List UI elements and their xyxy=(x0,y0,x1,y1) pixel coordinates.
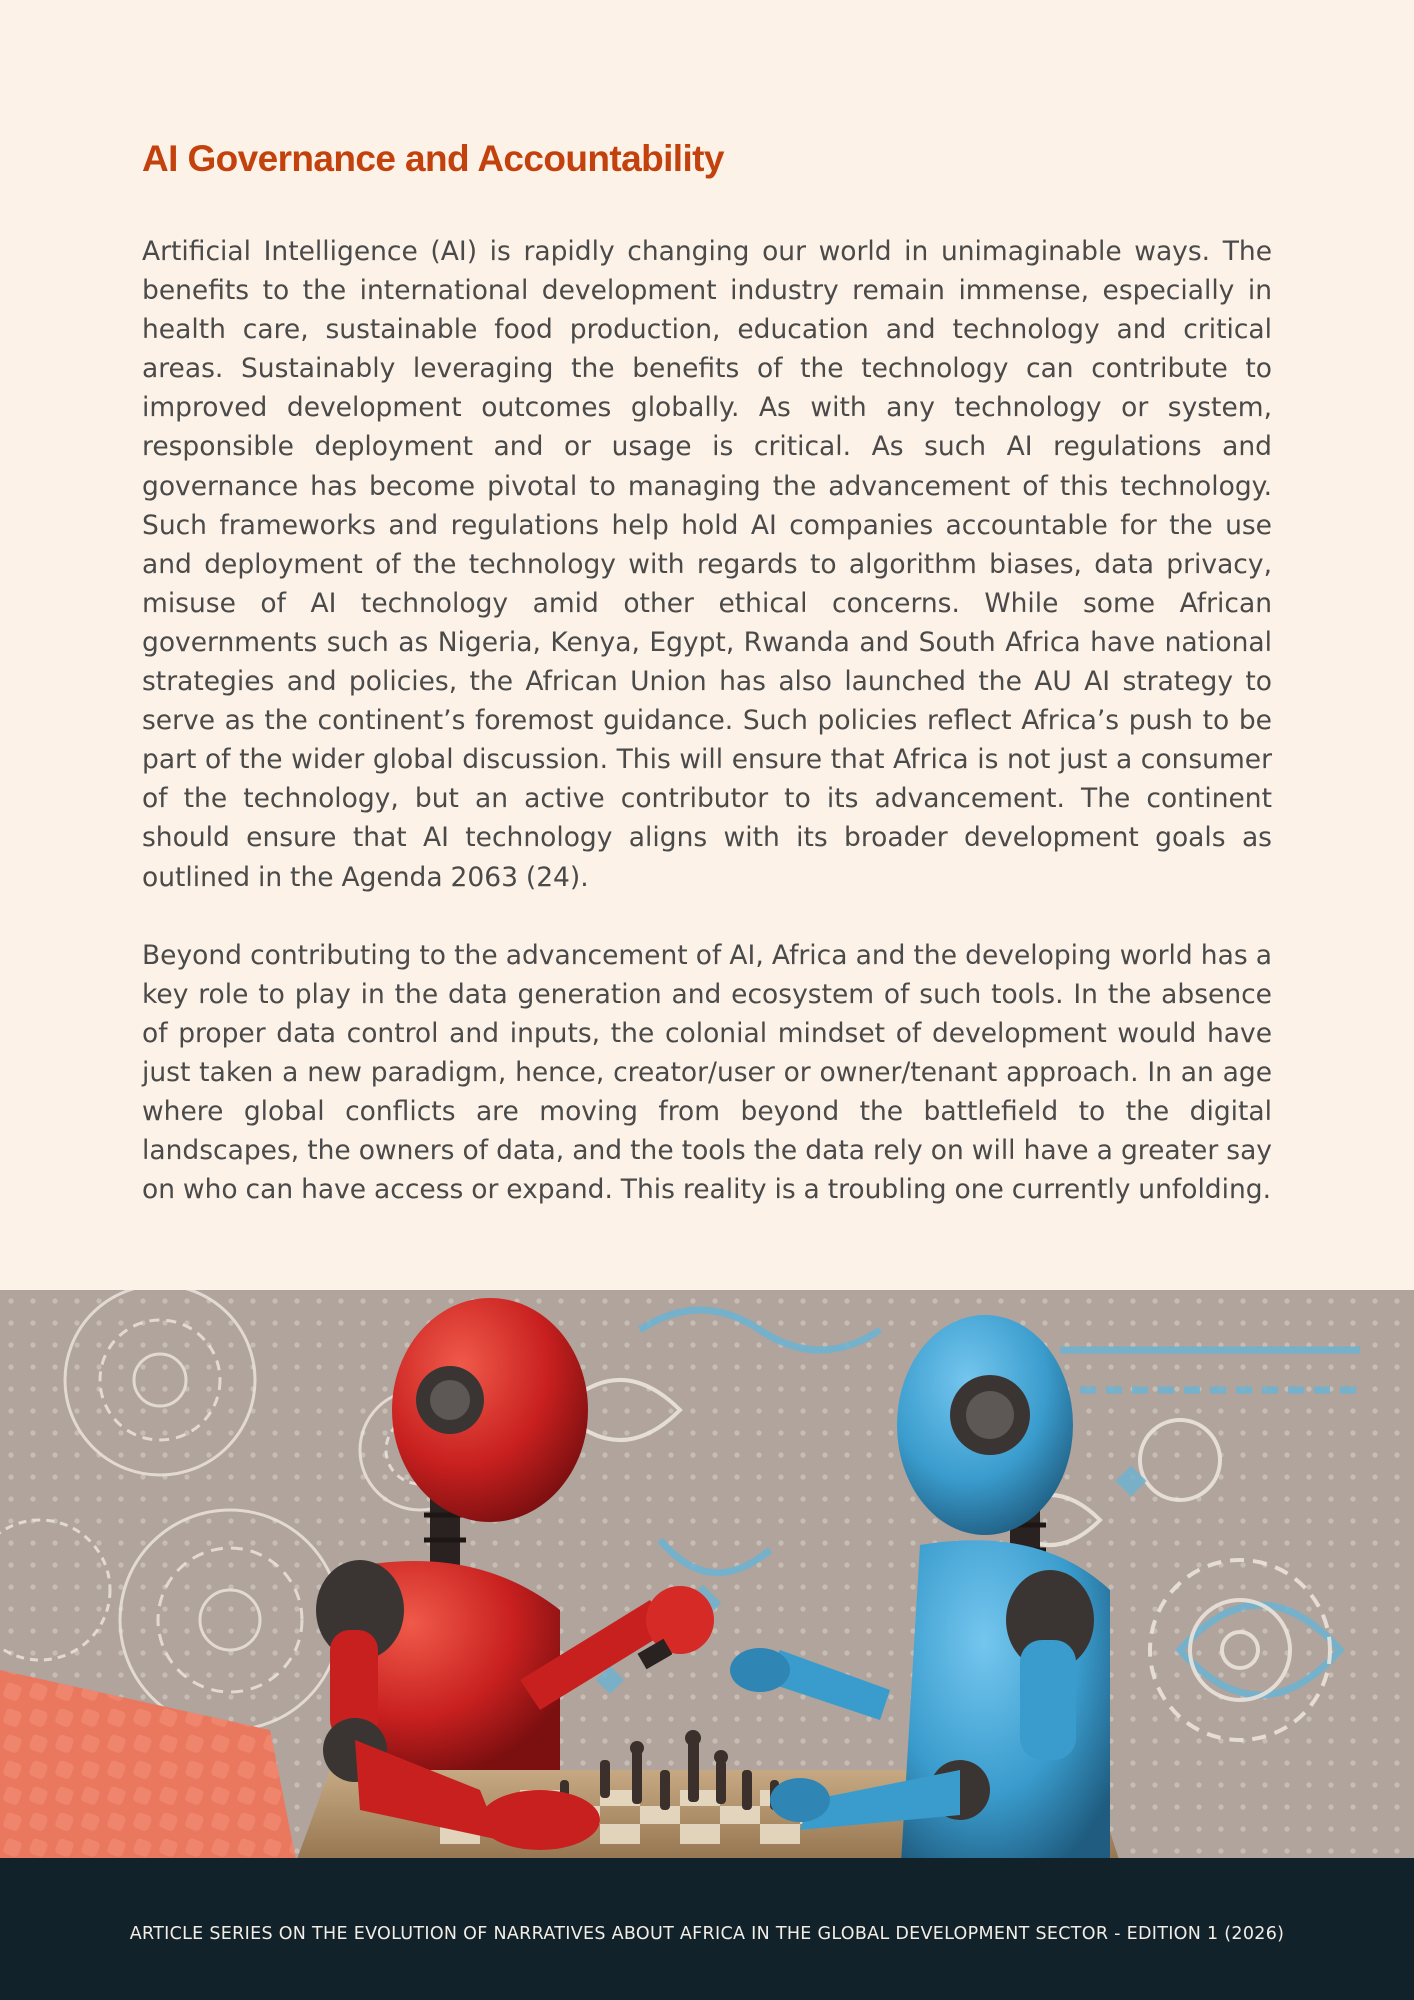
article-paragraph: Beyond contributing to the advancement of AI, Africa and the developing world has a key role to play in the data generation and ecosystem of such tools. In the absence of proper data control and inputs, the colonial mindset of development would have just taken a new paradigm, hence, creator/user or owner/tenant approach. In an age where global conflicts are moving from beyond the battlefield to the digital landscapes, the owners of data, and the tools the data rely on will have a greater say on who can have access or expand. This reality is a troubling one currently unfolding. xyxy=(142,939,1272,1206)
robots-chess-illustration xyxy=(0,1290,1414,1880)
article-paragraph: Artificial Intelligence (AI) is rapidly changing our world in unimaginable ways. The benefits to the international development industry remain immense, especially in health care, sustainable food production, education and technology and critical areas. Sustainably leveraging the benefits of the technology can contribute to improved development outcomes globally. As with any technology or system, responsible deployment and or usage is critical. As such AI regulations and governance has become pivotal to managing the advancement of this technology. Such frameworks and regulations help hold AI companies accountable for the use and deployment of the technology with regards to algorithm biases, data privacy, misuse of AI technology amid other ethical concerns. While some African governments such as Nigeria, Kenya, Egypt, Rwanda and South Africa have national strategies and policies, the African Union has also launched the AU AI strategy to serve as the continent’s foremost guidance. Such policies reflect Africa’s push to be part of the wider global discussion. This will ensure that Africa is not just a consumer of the technology, but an active contributor to its advancement. The continent should ensure that AI technology aligns with its broader development goals as outlined in the Agenda 2063 (24). xyxy=(142,236,1272,893)
article-title: AI Governance and Accountability xyxy=(142,138,724,179)
article-body xyxy=(142,232,1272,1209)
footer-text: ARTICLE SERIES ON THE EVOLUTION OF NARRATIVES ABOUT AFRICA IN THE GLOBAL DEVELOPMENT SECTOR - EDITION 1 (2026) xyxy=(129,1924,1285,1944)
